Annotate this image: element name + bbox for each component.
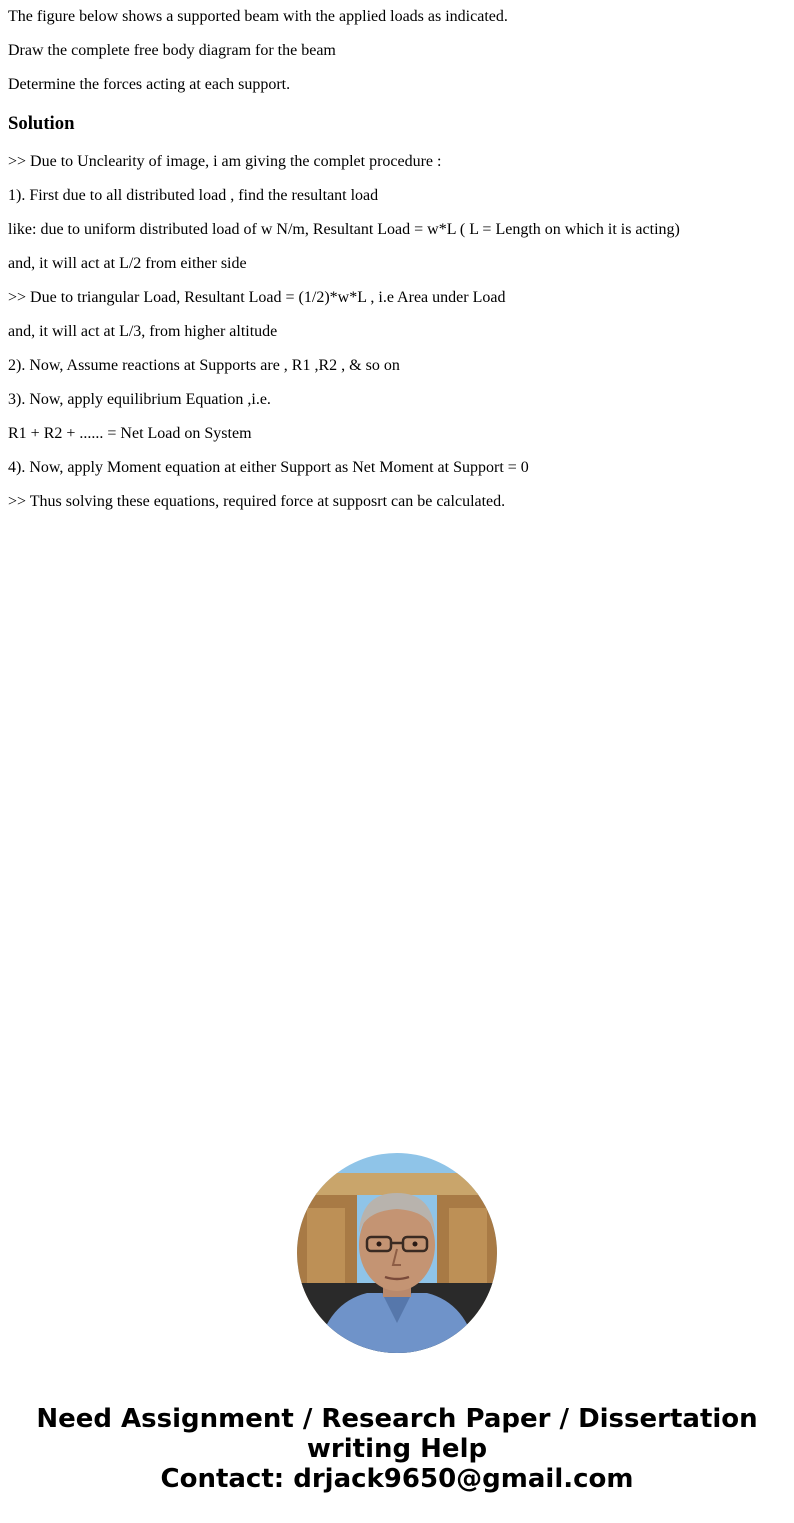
solution-line: >> Due to Unclearity of image, i am giving the complet procedure : bbox=[8, 153, 442, 170]
question-line-1: The figure below shows a supported beam with the applied loads as indicated. bbox=[8, 8, 508, 25]
solution-heading: Solution bbox=[8, 113, 75, 134]
question-line-3: Determine the forces acting at each support. bbox=[8, 76, 291, 93]
solution-line: 2). Now, Assume reactions at Supports are , R1 ,R2 , & so on bbox=[8, 357, 400, 374]
solution-line: >> Thus solving these equations, required force at supposrt can be calculated. bbox=[8, 493, 506, 510]
promo-contact: Contact: drjack9650@gmail.com bbox=[160, 1464, 634, 1494]
solution-line: and, it will act at L/3, from higher altitude bbox=[8, 323, 278, 340]
solution-line: 4). Now, apply Moment equation at either Support as Net Moment at Support = 0 bbox=[8, 459, 529, 476]
solution-line: >> Due to triangular Load, Resultant Load = (1/2)*w*L , i.e Area under Load bbox=[8, 289, 506, 306]
question-line-2: Draw the complete free body diagram for the beam bbox=[8, 42, 336, 59]
solution-line: 1). First due to all distributed load , find the resultant load bbox=[8, 187, 379, 204]
promo-line-2: writing Help bbox=[306, 1434, 488, 1464]
author-avatar bbox=[297, 1153, 497, 1353]
solution-line: like: due to uniform distributed load of w N/m, Resultant Load = w*L ( L = Length on which it is acting) bbox=[8, 221, 680, 238]
author-photo bbox=[297, 1153, 497, 1353]
solution-line: and, it will act at L/2 from either side bbox=[8, 255, 247, 272]
solution-line: R1 + R2 + ...... = Net Load on System bbox=[8, 425, 252, 442]
solution-line: 3). Now, apply equilibrium Equation ,i.e. bbox=[8, 391, 271, 408]
promo-line-1: Need Assignment / Research Paper / Dissertation bbox=[36, 1404, 758, 1434]
